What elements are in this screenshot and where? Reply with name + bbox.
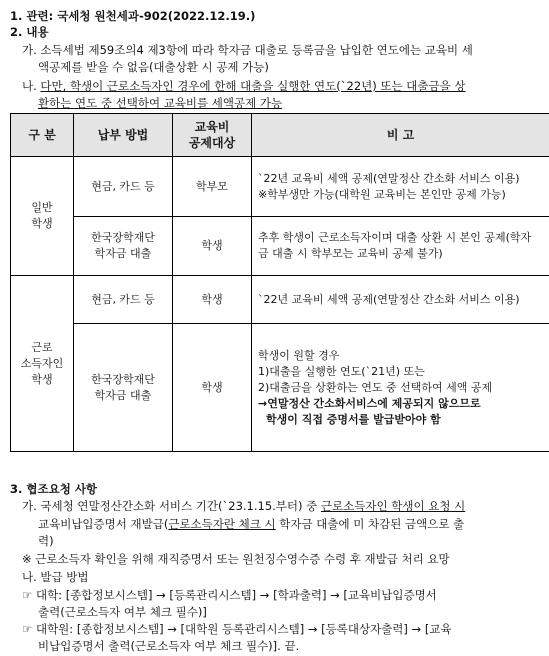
remarks-line: `22년 교육비 세액 공제(연말정산 간소화 서비스 이용) (258, 171, 520, 185)
payment-method-cell (74, 324, 173, 452)
remarks-cell (252, 217, 549, 276)
payment-method-line: 한국장학재단 (91, 372, 155, 386)
remarks-cell (252, 157, 549, 217)
remarks-line: 2)대출금을 상환하는 연도 중 선택하여 세액 공제 (258, 380, 493, 394)
section3-ga-line1 (22, 499, 465, 513)
header-deduction-target (173, 114, 252, 157)
section3-ga-text: 가. 국세청 연말정산간소화 서비스 기간(`23.1.15.부터) 중 (22, 499, 321, 513)
header-category: 구 분 (11, 114, 74, 157)
remarks-line: 금 대출 시 학부모는 교육비 공제 불가) (258, 247, 443, 260)
payment-method-line: 한국장학재단 (91, 231, 155, 244)
payment-method-cell: 현금, 카드 등 (74, 157, 173, 217)
section3-ga-text: 학자금 대출에 미 차감된 금액으로 출 (275, 517, 465, 531)
content-heading: 2. 내용 (10, 25, 49, 39)
paragraph-ga-line2: 액공제를 받을 수 없음(대출상환 시 공제 가능) (38, 60, 269, 74)
reference-line: 1. 관련: 국세청 원천세과-902(2022.12.19.) (10, 9, 256, 23)
paragraph-ga-line1: 가. 소득세법 제59조의4 제3항에 따라 학자금 대출로 등록금을 납입한 연도에는 교육비 세 (22, 43, 473, 57)
category-general-student (11, 157, 74, 276)
deduction-table (10, 113, 549, 452)
category-label-line: 소득자인 (20, 356, 64, 370)
category-label-line: 일반 (31, 201, 53, 214)
section3-ga-line3: 력) (38, 534, 54, 548)
deduction-target-cell: 학생 (173, 276, 252, 324)
remarks-cell (252, 276, 549, 324)
remarks-bold-line: 학생이 직접 증명서를 발급받아야 함 (266, 412, 441, 426)
category-label-line: 근로 (31, 340, 53, 354)
remarks-bold-line: →연말정산 간소화서비스에 제공되지 않으므로 (258, 396, 481, 410)
remarks-line: `22년 교육비 세액 공제(연말정산 간소화 서비스 이용) (258, 292, 520, 306)
remarks-line: 학생이 원할 경우 (258, 348, 340, 362)
payment-method-line: 학자금 대출 (94, 388, 152, 402)
remarks-line: ※학부생만 가능(대학원 교육비는 본인만 공제 가능) (258, 187, 506, 201)
table-row (11, 324, 549, 452)
bullet-undergrad-line2: 출력(근로소득자 여부 체크 필수)] (38, 605, 207, 619)
payment-method-cell (74, 217, 173, 276)
remarks-cell (252, 324, 549, 452)
remarks-line: 추후 학생이 근로소득자이며 대출 상환 시 본인 공제(학자 (258, 231, 532, 244)
deduction-target-cell: 학부모 (173, 157, 252, 217)
section3-na-title: 나. 발급 방법 (22, 570, 89, 584)
payment-method-cell: 현금, 카드 등 (74, 276, 173, 324)
section3-ga-underlined: 근로소득자인 학생이 요청 시 (320, 499, 466, 513)
header-remarks: 비 고 (252, 114, 549, 157)
bullet-undergrad-line1: ☞ 대학: [종합정보시스템] → [등록관리시스템] → [학과출력] → [교육비납입증명서 (22, 588, 437, 602)
payment-method-line: 학자금 대출 (94, 247, 152, 260)
deduction-target-cell: 학생 (173, 217, 252, 276)
bullet-grad-line1: ☞ 대학원: [종합정보시스템] → [대학원 등록관리시스템] → [등록대상자출력] → [교육 (22, 622, 452, 636)
bullet-grad-line2: 비납입증명서 출력(근로소득자 여부 체크 필수)]. 끝. (38, 639, 300, 653)
section3-note: ※ 근로소득자 확인을 위해 재직증명서 또는 원천징수영수증 수령 후 재발급 처리 요망 (22, 552, 450, 566)
deduction-target-cell: 학생 (173, 324, 252, 452)
section3-ga-line2 (38, 517, 464, 531)
section3-ga-text: 교육비납입증명서 재발급( (38, 517, 169, 531)
table-row (11, 217, 549, 276)
paragraph-na-prefix: 나. (22, 79, 41, 93)
header-payment-method: 납부 방법 (74, 114, 173, 157)
remarks-line: 1)대출을 실행한 연도(`21년) 또는 (258, 364, 425, 378)
paragraph-na-line2: 환하는 연도 중 선택하여 교육비를 세액공제 가능 (38, 96, 283, 110)
table-row (11, 157, 549, 217)
table-header-row (11, 114, 549, 157)
header-deduction-target-line1: 교육비 (194, 120, 230, 134)
table-row (11, 276, 549, 324)
paragraph-na-line1 (22, 79, 465, 93)
section3-ga-underlined: 근로소득자란 체크 시 (168, 517, 276, 531)
category-working-student (11, 276, 74, 452)
header-deduction-target-line2: 공제대상 (188, 136, 236, 150)
paragraph-na-underlined-1: 다만, 학생이 근로소득자인 경우에 한해 대출을 실행한 연도(`22년) 또는 대출금을 상 (40, 79, 466, 93)
category-label-line: 학생 (31, 217, 53, 230)
category-label-line: 학생 (31, 372, 53, 386)
section3-title: 3. 협조요청 사항 (10, 482, 98, 496)
